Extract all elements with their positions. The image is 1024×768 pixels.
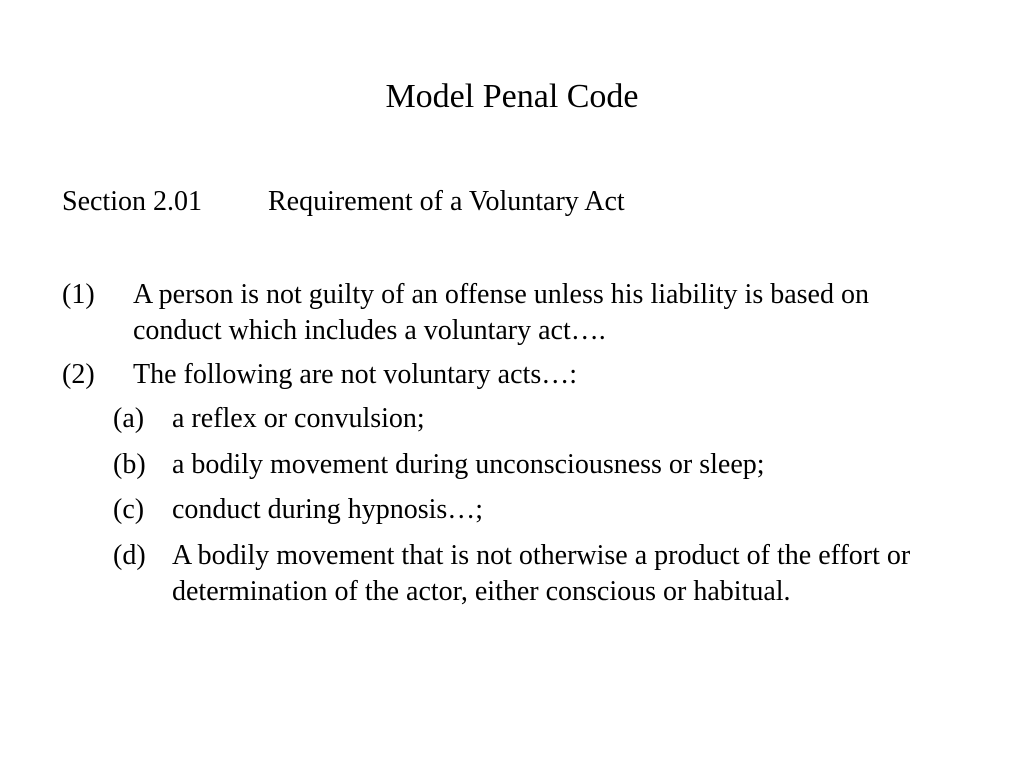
sub-item-label: (b) xyxy=(113,449,146,480)
slide-title: Model Penal Code xyxy=(385,78,639,115)
sub-item-label: (d) xyxy=(113,540,146,571)
list-item-2 xyxy=(62,357,962,393)
list-item-text: The following are not voluntary acts…: xyxy=(133,359,577,390)
sub-item-text: a bodily movement during unconsciousness or sleep; xyxy=(172,449,765,480)
sub-item-text: A bodily movement that is not otherwise a product of the effort or determination of the actor, either conscious or habitual. xyxy=(172,540,911,607)
sub-item-text: a reflex or convulsion; xyxy=(172,403,425,434)
list-item-1 xyxy=(62,277,962,349)
list-item-label: (1) xyxy=(62,279,95,310)
list-item-text: A person is not guilty of an offense unless his liability is based on conduct which includes a voluntary act…. xyxy=(133,279,869,346)
section-heading xyxy=(62,184,625,220)
sub-item-c xyxy=(113,492,973,528)
section-title: Requirement of a Voluntary Act xyxy=(268,186,625,217)
sub-item-text: conduct during hypnosis…; xyxy=(172,494,484,525)
sub-item-label: (c) xyxy=(113,494,145,525)
sub-item-label: (a) xyxy=(113,403,145,434)
sub-item-d xyxy=(113,538,973,610)
section-number: Section 2.01 xyxy=(62,186,202,217)
sub-item-a xyxy=(113,401,973,437)
sub-item-b xyxy=(113,447,973,483)
list-item-label: (2) xyxy=(62,359,95,390)
